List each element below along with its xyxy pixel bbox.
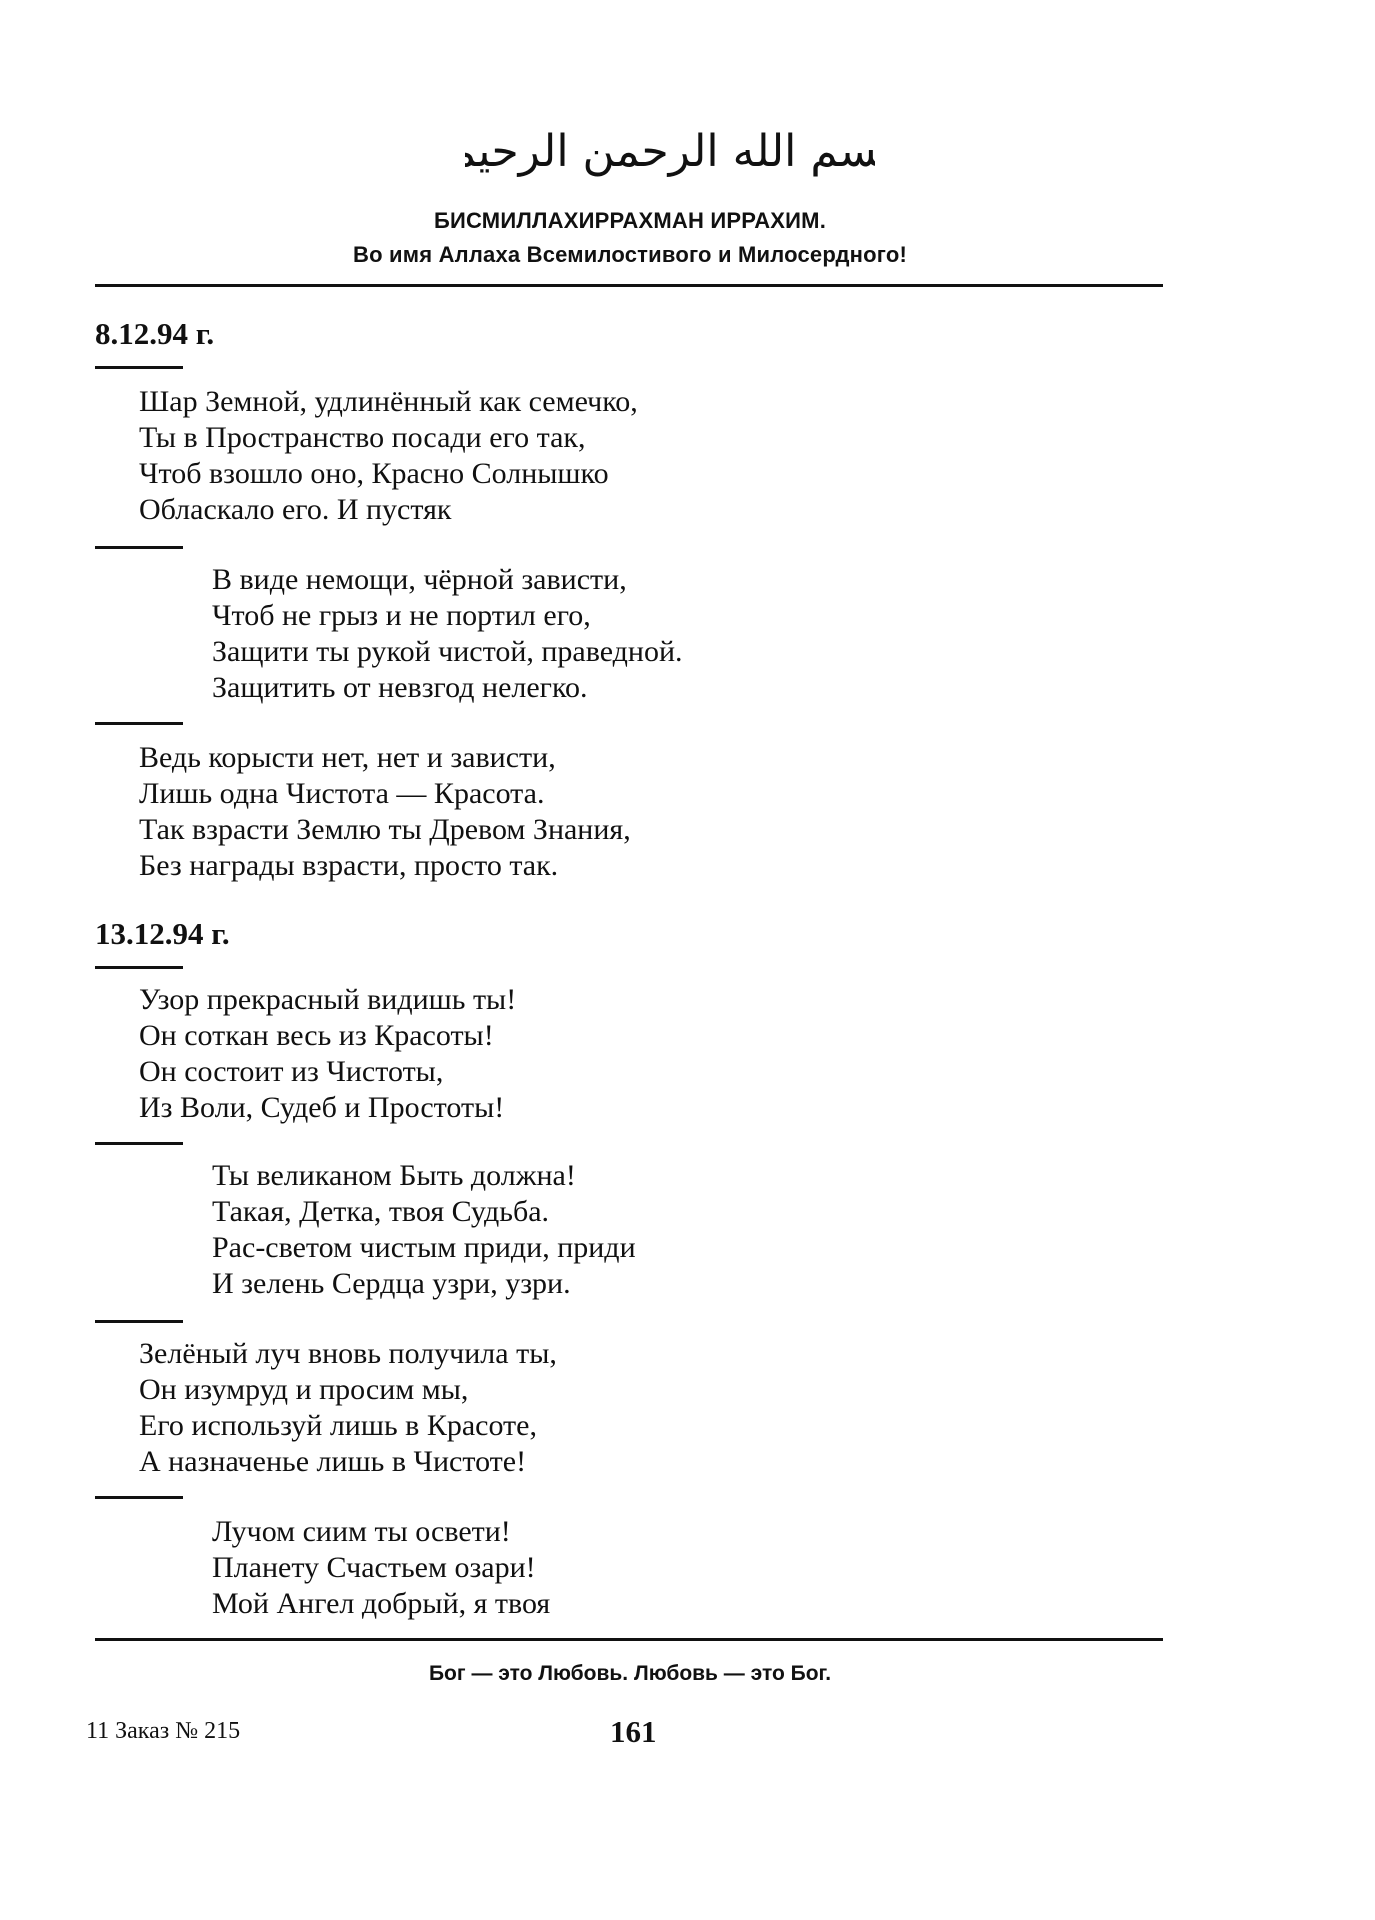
footer-motto: Бог — это Любовь. Любовь — это Бог. <box>428 1662 832 1685</box>
poem-line: Шар Земной, удлинённый как семечко, <box>139 385 638 418</box>
poem-line: Защитить от невзгод нелегко. <box>212 671 588 704</box>
poem-line: Узор прекрасный видишь ты! <box>139 983 517 1016</box>
poem-line: Ты в Пространство посади его так, <box>139 421 586 454</box>
poem-line: Обласкало его. И пустяк <box>139 493 452 526</box>
stanza-divider <box>95 1496 183 1499</box>
poem-line: Его используй лишь в Красоте, <box>139 1409 537 1442</box>
poem-line: Защити ты рукой чистой, праведной. <box>212 635 683 668</box>
calligraphy-text: بسم الله الرحمن الرحيم <box>465 126 875 177</box>
poem-line: А назначенье лишь в Чистоте! <box>139 1445 527 1478</box>
stanza <box>139 384 638 528</box>
stanza-divider <box>95 1320 183 1323</box>
stanza-divider <box>95 722 183 725</box>
poem-line: Ты великаном Быть должна! <box>212 1159 576 1192</box>
footer-divider <box>95 1638 1163 1641</box>
poem-line: Он соткан весь из Красоты! <box>139 1019 494 1052</box>
stanza <box>212 1158 636 1302</box>
calligraphy-image <box>465 110 875 190</box>
poem-line: Зелёный луч вновь получила ты, <box>139 1337 557 1370</box>
stanza <box>139 982 516 1126</box>
header-subtitle: Во имя Аллаха Всемилостивого и Милосердного! <box>353 242 907 267</box>
entry-date: 13.12.94 г. <box>95 916 230 951</box>
stanza <box>212 1514 550 1622</box>
poem-line: Он изумруд и просим мы, <box>139 1373 469 1406</box>
stanza-divider <box>95 1142 183 1145</box>
poem-line: Он состоит из Чистоты, <box>139 1055 444 1088</box>
poem-line: Такая, Детка, твоя Судьба. <box>212 1195 550 1228</box>
poem-line: Планету Счастьем озари! <box>212 1551 536 1584</box>
header-divider <box>95 284 1163 287</box>
entry-date: 8.12.94 г. <box>95 316 215 351</box>
poem-line: Рас-светом чистым приди, приди <box>212 1231 636 1264</box>
print-order-number: 11 Заказ № 215 <box>86 1718 241 1744</box>
poem-line: Так взрасти Землю ты Древом Знания, <box>139 813 631 846</box>
poem-line: Из Воли, Судеб и Простоты! <box>139 1091 505 1124</box>
poem-line: Мой Ангел добрый, я твоя <box>212 1587 551 1620</box>
date-underline <box>95 966 183 969</box>
poem-line: И зелень Сердца узри, узри. <box>212 1267 571 1300</box>
stanza <box>212 562 683 706</box>
stanza <box>139 740 631 884</box>
header-title: БИСМИЛЛАХИРРАХМАН ИРРАХИМ. <box>433 208 827 233</box>
poem-line: Чтоб не грыз и не портил его, <box>212 599 591 632</box>
poem-line: Чтоб взошло оно, Красно Солнышко <box>139 457 609 490</box>
poem-line: Ведь корысти нет, нет и зависти, <box>139 741 556 774</box>
page-number: 161 <box>610 1714 657 1749</box>
poem-line: В виде немощи, чёрной зависти, <box>212 563 627 596</box>
date-underline <box>95 366 183 369</box>
poem-line: Без награды взрасти, просто так. <box>139 849 559 882</box>
basmala-calligraphy <box>465 110 875 190</box>
stanza <box>139 1336 557 1480</box>
poem-line: Лишь одна Чистота — Красота. <box>139 777 545 810</box>
poem-line: Лучом сиим ты освети! <box>212 1515 511 1548</box>
stanza-divider <box>95 546 183 549</box>
